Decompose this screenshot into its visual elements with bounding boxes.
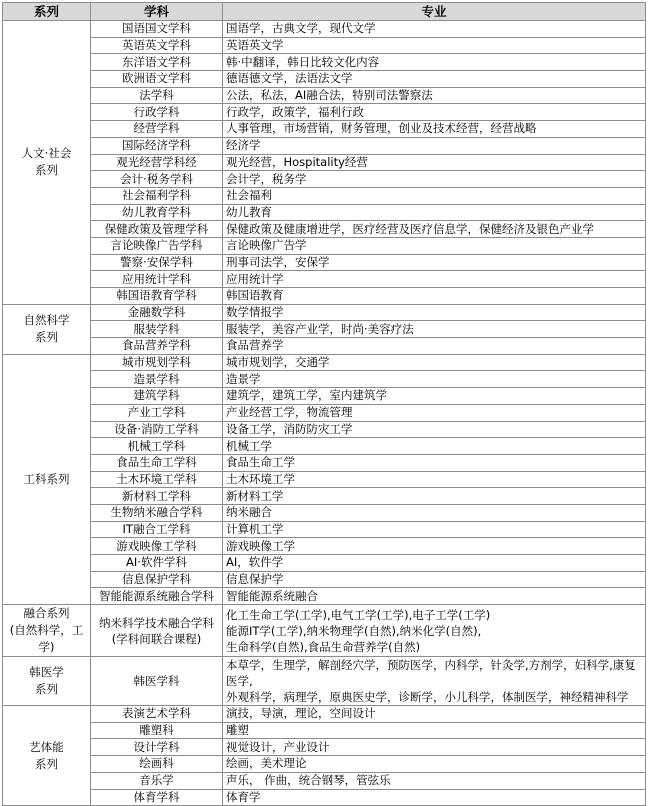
department-label: 工科系列 bbox=[23, 471, 70, 486]
table-row bbox=[3, 454, 646, 471]
subject-cell: 设备·消防工学科 bbox=[91, 421, 223, 438]
major-cell: AI，软件学 bbox=[223, 555, 646, 572]
subject-cell: 纳米科学技术融合学科 (学科间联合课程) bbox=[91, 605, 223, 657]
major-cell: 英语英文学 bbox=[223, 37, 646, 54]
table-row bbox=[3, 371, 646, 388]
major-cell: 纳米融合 bbox=[223, 504, 646, 521]
table-row bbox=[3, 137, 646, 154]
major-cell: 服装学，美容产业学，时尚·美容疗法 bbox=[223, 321, 646, 338]
subject-cell: IT融合工学科 bbox=[91, 521, 223, 538]
subject-cell: 食品营养学科 bbox=[91, 338, 223, 355]
subject-cell: 东洋语文学科 bbox=[91, 54, 223, 71]
major-cell: 数学情报学 bbox=[223, 304, 646, 321]
subject-cell: 体育学科 bbox=[91, 789, 223, 806]
major-cell: 游戏映像工学 bbox=[223, 538, 646, 555]
table-row bbox=[3, 104, 646, 121]
table-row bbox=[3, 21, 646, 38]
major-cell: 机械工学 bbox=[223, 438, 646, 455]
department-label: 系列 bbox=[35, 682, 58, 697]
major-cell: 计算机工学 bbox=[223, 521, 646, 538]
subject-cell: 观光经营学科经 bbox=[91, 154, 223, 171]
department-label: 系列 bbox=[35, 163, 58, 178]
table-row bbox=[3, 171, 646, 188]
subject-cell: 游戏映像工学科 bbox=[91, 538, 223, 555]
subject-cell: 法学科 bbox=[91, 87, 223, 104]
major-cell: 行政学，政策学，福利行政 bbox=[223, 104, 646, 121]
subject-cell: 幼儿教育学科 bbox=[91, 204, 223, 221]
table-row bbox=[3, 304, 646, 321]
major-cell: 刑事司法学，安保学 bbox=[223, 254, 646, 271]
subject-cell: 国际经济学科 bbox=[91, 137, 223, 154]
department-label: 融合系列 bbox=[23, 606, 70, 621]
subject-cell: 行政学科 bbox=[91, 104, 223, 121]
subject-cell: 言论映像广告学科 bbox=[91, 237, 223, 254]
table-row bbox=[3, 37, 646, 54]
table-row bbox=[3, 121, 646, 138]
major-cell: 设备工学，消防防灾工学 bbox=[223, 421, 646, 438]
major-cell: 产业经营工学，物流管理 bbox=[223, 404, 646, 421]
subject-cell: 城市规划学科 bbox=[91, 354, 223, 371]
table-row bbox=[3, 555, 646, 572]
table-row bbox=[3, 204, 646, 221]
table-row bbox=[3, 488, 646, 505]
major-cell: 观光经营，Hospitality经营 bbox=[223, 154, 646, 171]
subject-cell: 欧洲语文学科 bbox=[91, 71, 223, 88]
subject-cell: 表演艺术学科 bbox=[91, 706, 223, 723]
major-cell: 演技，导演，理论，空间设计 bbox=[223, 706, 646, 723]
subject-cell: 韩医学科 bbox=[91, 657, 223, 706]
subject-cell: 雕塑科 bbox=[91, 722, 223, 739]
major-cell: 保健政策及健康增进学，医疗经营及医疗信息学，保健经济及银色产业学 bbox=[223, 221, 646, 238]
major-cell: 化工生命工学(工学),电气工学(工学),电子工学(工学) 能源IT学(工学),纳米物理学(自然),纳米化学(自然), 生命科学(自然),食品生命营养学(自然) bbox=[223, 605, 646, 657]
department-label: 艺体能 bbox=[29, 739, 64, 754]
table-row bbox=[3, 521, 646, 538]
table-row bbox=[3, 354, 646, 371]
subject-cell: 造景学科 bbox=[91, 371, 223, 388]
department-label: 自然科学 bbox=[23, 313, 70, 328]
major-cell: 土木环境工学 bbox=[223, 471, 646, 488]
subject-cell: 音乐学 bbox=[91, 772, 223, 789]
department-label: (自然科学，工学) bbox=[9, 623, 84, 655]
department-cell bbox=[3, 304, 91, 354]
department-cell bbox=[3, 706, 91, 806]
table-row bbox=[3, 538, 646, 555]
table-row bbox=[3, 438, 646, 455]
table-row bbox=[3, 187, 646, 204]
table-row bbox=[3, 605, 646, 657]
major-cell: 韩·中翻译，韩日比较文化内容 bbox=[223, 54, 646, 71]
header-subject: 学科 bbox=[91, 3, 223, 21]
major-cell: 雕塑 bbox=[223, 722, 646, 739]
subject-cell: 信息保护学科 bbox=[91, 571, 223, 588]
header-major: 专业 bbox=[223, 3, 646, 21]
major-cell: 城市规划学，交通学 bbox=[223, 354, 646, 371]
subject-cell: 机械工学科 bbox=[91, 438, 223, 455]
major-cell: 智能能源系统融合 bbox=[223, 588, 646, 605]
department-label: 系列 bbox=[35, 756, 58, 771]
table-row bbox=[3, 471, 646, 488]
major-cell: 经济学 bbox=[223, 137, 646, 154]
major-cell: 建筑学，建筑工学，室内建筑学 bbox=[223, 388, 646, 405]
subject-cell: 金融数学科 bbox=[91, 304, 223, 321]
table-row bbox=[3, 154, 646, 171]
subject-cell: 英语英文学科 bbox=[91, 37, 223, 54]
subject-cell: 服装学科 bbox=[91, 321, 223, 338]
major-cell: 人事管理，市场营销，财务管理，创业及技术经营，经营战略 bbox=[223, 121, 646, 138]
table-row bbox=[3, 237, 646, 254]
major-cell: 体育学 bbox=[223, 789, 646, 806]
table-row bbox=[3, 388, 646, 405]
header-row bbox=[3, 3, 646, 21]
major-cell: 食品生命工学 bbox=[223, 454, 646, 471]
department-cell bbox=[3, 657, 91, 706]
header-department: 系列 bbox=[3, 3, 91, 21]
subject-cell: 绘画科 bbox=[91, 756, 223, 773]
major-cell: 新材料工学 bbox=[223, 488, 646, 505]
table-row bbox=[3, 54, 646, 71]
department-label: 系列 bbox=[35, 330, 58, 345]
subject-cell: 智能能源系统融合学科 bbox=[91, 588, 223, 605]
department-cell bbox=[3, 605, 91, 657]
table-row bbox=[3, 588, 646, 605]
table-row bbox=[3, 756, 646, 773]
major-cell: 造景学 bbox=[223, 371, 646, 388]
curriculum-table bbox=[2, 2, 646, 806]
table-row bbox=[3, 288, 646, 305]
table-row bbox=[3, 739, 646, 756]
table-row bbox=[3, 87, 646, 104]
major-cell: 信息保护学 bbox=[223, 571, 646, 588]
subject-cell: 经营学科 bbox=[91, 121, 223, 138]
major-cell: 言论映像广告学 bbox=[223, 237, 646, 254]
department-cell bbox=[3, 21, 91, 305]
table-row bbox=[3, 254, 646, 271]
subject-cell: 社会福利学科 bbox=[91, 187, 223, 204]
department-label: 人文·社会 bbox=[21, 146, 72, 161]
major-cell: 本草学，生理学，解剖经穴学，预防医学，内科学，针灸学,方剂学，妇科学,康复医学, 外观科学，病理学，原典医史学，诊断学，小儿科学，体制医学，神经精神科学 bbox=[223, 657, 646, 706]
table-row bbox=[3, 772, 646, 789]
subject-cell: 应用统计学科 bbox=[91, 271, 223, 288]
table-row bbox=[3, 321, 646, 338]
table-row bbox=[3, 571, 646, 588]
major-cell: 会计学，税务学 bbox=[223, 171, 646, 188]
department-label: 韩医学 bbox=[29, 665, 64, 680]
subject-cell: 产业工学科 bbox=[91, 404, 223, 421]
subject-cell: 新材料工学科 bbox=[91, 488, 223, 505]
major-cell: 德语德文学，法语法文学 bbox=[223, 71, 646, 88]
subject-cell: 设计学科 bbox=[91, 739, 223, 756]
subject-cell: AI·软件学科 bbox=[91, 555, 223, 572]
subject-cell: 警察·安保学科 bbox=[91, 254, 223, 271]
subject-cell: 保健政策及管理学科 bbox=[91, 221, 223, 238]
department-cell bbox=[3, 354, 91, 604]
table-row bbox=[3, 271, 646, 288]
major-cell: 应用统计学 bbox=[223, 271, 646, 288]
major-cell: 声乐， 作曲，统合钢琴，管弦乐 bbox=[223, 772, 646, 789]
major-cell: 食品营养学 bbox=[223, 338, 646, 355]
table-body bbox=[3, 21, 646, 806]
major-cell: 韩国语教育 bbox=[223, 288, 646, 305]
table-row bbox=[3, 657, 646, 706]
subject-cell: 国语国文学科 bbox=[91, 21, 223, 38]
table-row bbox=[3, 404, 646, 421]
subject-cell: 食品生命工学科 bbox=[91, 454, 223, 471]
subject-cell: 会计·税务学科 bbox=[91, 171, 223, 188]
table-row bbox=[3, 221, 646, 238]
table-row bbox=[3, 504, 646, 521]
subject-cell: 土木环境工学科 bbox=[91, 471, 223, 488]
major-cell: 公法，私法，AI融合法，特别司法警察法 bbox=[223, 87, 646, 104]
table-row bbox=[3, 722, 646, 739]
subject-cell: 生物纳米融合学科 bbox=[91, 504, 223, 521]
major-cell: 幼儿教育 bbox=[223, 204, 646, 221]
table-row bbox=[3, 421, 646, 438]
subject-cell: 韩国语教育学科 bbox=[91, 288, 223, 305]
major-cell: 视觉设计，产业设计 bbox=[223, 739, 646, 756]
major-cell: 国语学，古典文学，现代文学 bbox=[223, 21, 646, 38]
table-row bbox=[3, 789, 646, 806]
table-row bbox=[3, 706, 646, 723]
major-cell: 社会福利 bbox=[223, 187, 646, 204]
subject-cell: 建筑学科 bbox=[91, 388, 223, 405]
table-row bbox=[3, 338, 646, 355]
table-row bbox=[3, 71, 646, 88]
major-cell: 绘画，美术理论 bbox=[223, 756, 646, 773]
